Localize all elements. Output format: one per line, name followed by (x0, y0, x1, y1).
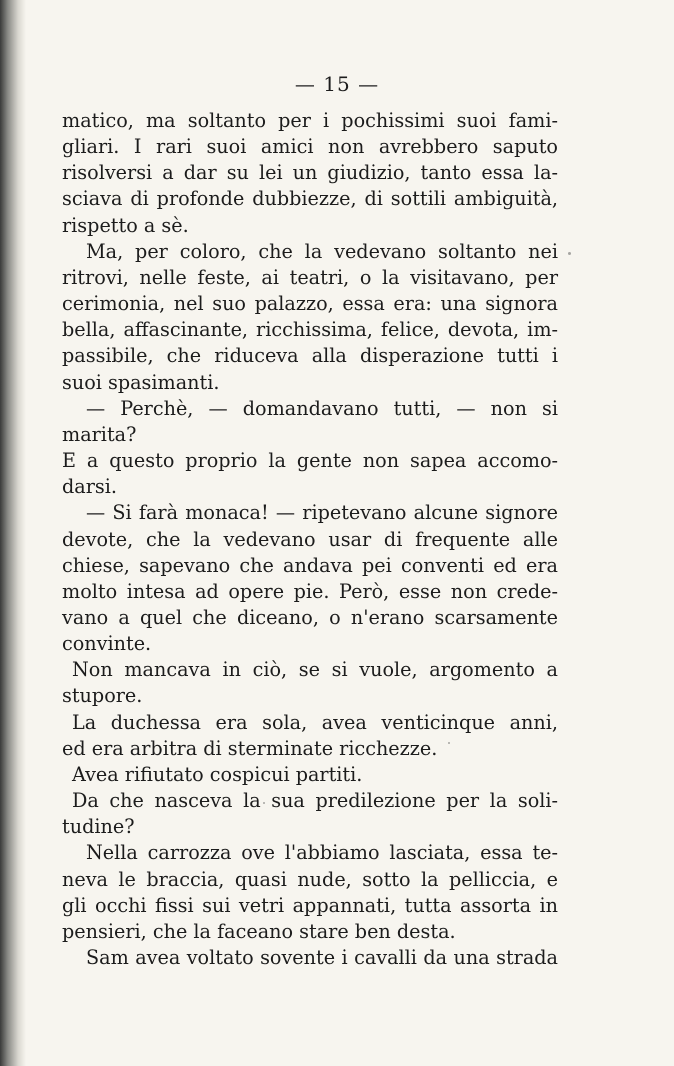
paragraph (62, 108, 558, 239)
text-line: E a questo proprio la gente non sapea accomo- (62, 449, 558, 473)
paragraph (62, 500, 558, 657)
text-line: molto intesa ad opere pie. Però, esse non crede- (62, 579, 558, 603)
text-line: — Si farà monaca! — ripetevano alcune signore (86, 501, 558, 525)
paragraph (62, 396, 558, 448)
text-line: marita? (62, 422, 137, 446)
text-line: ed era arbitra di sterminate ricchezze. (62, 736, 438, 760)
text-line: ritrovi, nelle feste, ai teatri, o la visitavano, per (62, 265, 558, 289)
paragraph (62, 945, 558, 971)
text-line: gli occhi fissi sui vetri appannati, tutta assorta in (62, 893, 558, 917)
paragraph (62, 840, 558, 945)
page-number: — 15 — (294, 72, 380, 96)
text-line: Avea rifiutato cospicui partiti. (72, 762, 363, 786)
text-line: suoi spasimanti. (62, 370, 220, 394)
text-line: vano a quel che diceano, o n'erano scarsamente (62, 605, 558, 629)
text-line: Non mancava in ciò, se si vuole, argomento a (72, 658, 558, 682)
text-line: convinte. (62, 632, 152, 656)
text-line: chiese, sapevano che andava pei conventi ed era (62, 553, 558, 577)
text-line: matico, ma soltanto per i pochissimi suoi fami- (62, 109, 558, 132)
text-line: risolversi a dar su lei un giudizio, tanto essa la- (62, 161, 558, 185)
text-line: bella, affascinante, ricchissima, felice, devota, im- (62, 318, 558, 342)
text-line: Nella carrozza ove l'abbiamo lasciata, essa te- (86, 841, 558, 865)
text-line: La duchessa era sola, avea venticinque anni, (72, 710, 558, 734)
text-line: gliari. I rari suoi amici non avrebbero saputo (62, 135, 558, 159)
paragraph (62, 788, 558, 840)
text-line: passibile, che riduceva alla disperazione tutti i (62, 344, 558, 368)
text-line: pensieri, che la faceano stare ben desta. (62, 919, 456, 943)
body-text (62, 108, 558, 971)
text-line: Sam avea voltato sovente i cavalli da una strada (86, 946, 558, 969)
paragraph (62, 448, 558, 500)
paragraph (62, 762, 558, 788)
paper-speck (568, 252, 571, 255)
text-line: — Perchè, — domandavano tutti, — non si (86, 396, 558, 420)
paragraph (62, 657, 558, 709)
paragraph (62, 239, 558, 396)
binding-shadow (0, 0, 26, 1066)
text-line: rispetto a sè. (62, 213, 189, 237)
text-line: Da che nasceva la sua predilezione per la soli- (72, 789, 558, 813)
text-line: devote, che la vedevano usar di frequente alle (62, 527, 558, 551)
text-line: stupore. (62, 684, 143, 708)
text-line: tudine? (62, 815, 135, 839)
text-line: neva le braccia, quasi nude, sotto la pelliccia, e (62, 867, 558, 891)
text-line: sciava di profonde dubbiezze, di sottili ambiguità, (62, 187, 558, 211)
text-line: cerimonia, nel suo palazzo, essa era: una signora (62, 292, 558, 316)
text-line: Ma, per coloro, che la vedevano soltanto nei (86, 239, 558, 263)
text-line: darsi. (62, 475, 117, 499)
paragraph (62, 710, 558, 762)
